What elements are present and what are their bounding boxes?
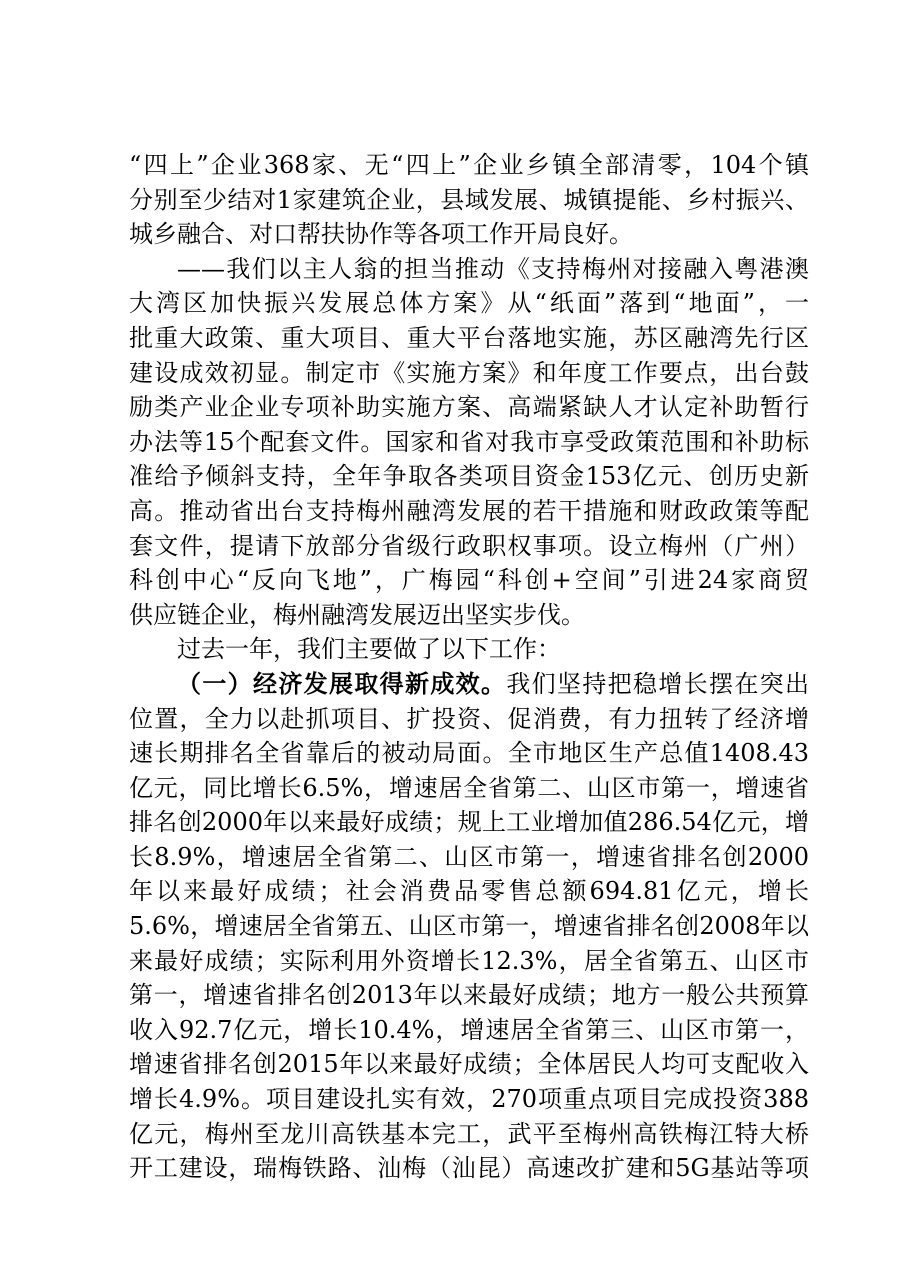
paragraph-4 bbox=[129, 667, 809, 1186]
text-line: 分别至少结对1家建筑企业，县域发展、城镇提能、乡村振兴、 bbox=[129, 185, 809, 214]
text-line: 过去一年，我们主要做了以下工作： bbox=[177, 635, 561, 664]
text-line: 办法等15个配套文件。国家和省对我市享受政策范围和补助标 bbox=[129, 427, 809, 456]
text-line: 准给予倾斜支持，全年争取各类项目资金153亿元、创历史新 bbox=[129, 462, 809, 491]
text-line: 开工建设，瑞梅铁路、汕梅（汕昆）高速改扩建和5G基站等项 bbox=[129, 1154, 809, 1183]
text-line: 大湾区加快振兴发展总体方案》从“纸面”落到“地面”，一 bbox=[129, 289, 809, 318]
text-line: 批重大政策、重大项目、重大平台落地实施，苏区融湾先行区 bbox=[129, 323, 809, 352]
text-line: 位置，全力以赴抓项目、扩投资、促消费，有力扭转了经济增 bbox=[129, 704, 809, 733]
text-line: 5.6%，增速居全省第五、山区市第一，增速省排名创2008年以 bbox=[129, 912, 809, 941]
paragraph-3 bbox=[129, 632, 809, 667]
text-line: 第一，增速省排名创2013年以来最好成绩；地方一般公共预算 bbox=[129, 981, 809, 1010]
text-line: 高。推动省出台支持梅州融湾发展的若干措施和财政政策等配 bbox=[129, 496, 809, 525]
text-line: 增长4.9%。项目建设扎实有效，270项重点项目完成投资388 bbox=[129, 1085, 809, 1114]
section-heading: （一）经济发展取得新成效。 bbox=[177, 668, 507, 698]
text-line: 长8.9%，增速居全省第二、山区市第一，增速省排名创2000 bbox=[129, 842, 809, 871]
text-line: 增速省排名创2015年以来最好成绩；全体居民人均可支配收入 bbox=[129, 1050, 809, 1079]
text-line: 收入92.7亿元，增长10.4%，增速居全省第三、山区市第一， bbox=[129, 1015, 809, 1044]
document-body bbox=[129, 148, 809, 1186]
text-line: 供应链企业，梅州融湾发展迈出坚实步伐。 bbox=[129, 600, 585, 629]
text-line: ——我们以主人翁的担当推动《支持梅州对接融入粤港澳 bbox=[177, 254, 809, 283]
text-line: 城乡融合、对口帮扶协作等各项工作开局良好。 bbox=[129, 220, 633, 249]
section-first-line-text: 我们坚持把稳增长摆在突出 bbox=[506, 669, 810, 698]
text-line: 亿元，梅州至龙川高铁基本完工，武平至梅州高铁梅江特大桥 bbox=[129, 1119, 809, 1148]
text-line: 亿元，同比增长6.5%，增速居全省第二、山区市第一，增速省 bbox=[129, 773, 809, 802]
text-line: 速长期排名全省靠后的被动局面。全市地区生产总值1408.43 bbox=[129, 739, 809, 768]
section-first-line bbox=[129, 667, 809, 702]
text-line: 年以来最好成绩；社会消费品零售总额694.81亿元，增长 bbox=[129, 877, 809, 906]
text-line: 建设成效初显。制定市《实施方案》和年度工作要点，出台鼓 bbox=[129, 358, 809, 387]
text-line: 套文件，提请下放部分省级行政职权事项。设立梅州（广州） bbox=[129, 531, 809, 560]
text-line: 励类产业企业专项补助实施方案、高端紧缺人才认定补助暂行 bbox=[129, 393, 809, 422]
text-line: “四上”企业368家、无“四上”企业乡镇全部清零，104个镇 bbox=[129, 151, 809, 179]
text-line: 来最好成绩；实际利用外资增长12.3%，居全省第五、山区市 bbox=[129, 946, 809, 975]
paragraph-1 bbox=[129, 148, 809, 252]
text-line: 排名创2000年以来最好成绩；规上工业增加值286.54亿元，增 bbox=[129, 808, 809, 837]
paragraph-2 bbox=[129, 252, 809, 633]
text-line: 科创中心“反向飞地”，广梅园“科创+空间”引进24家商贸 bbox=[129, 566, 809, 595]
